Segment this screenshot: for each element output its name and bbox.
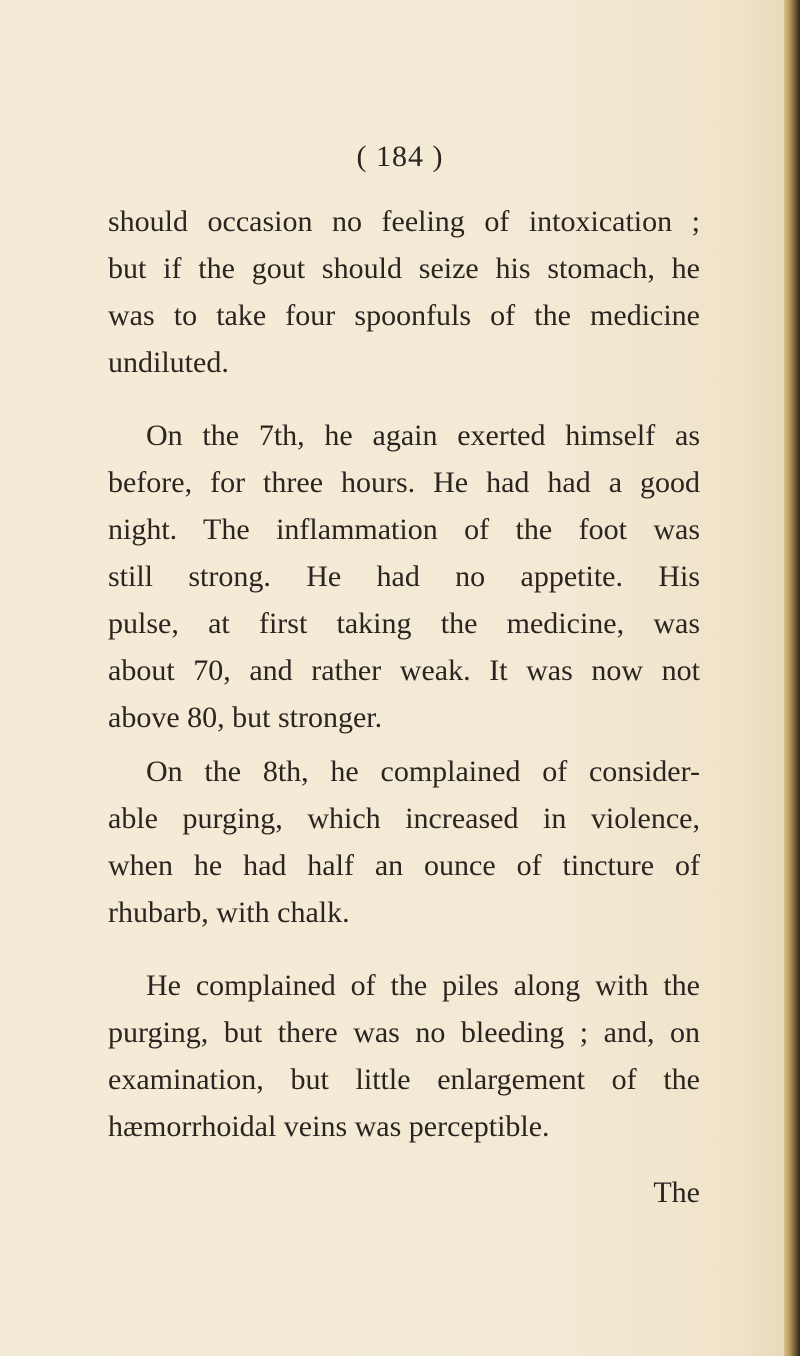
paragraph-line: above 80, but stronger. bbox=[108, 701, 383, 734]
paragraph-line: about 70, and rather weak. It was now not bbox=[108, 654, 700, 687]
paragraph-line: On the 7th, he again exerted himself as bbox=[146, 419, 700, 452]
paragraph-line: rhubarb, with chalk. bbox=[108, 896, 350, 929]
paragraph-line: but if the gout should seize his stomach, he bbox=[108, 252, 700, 285]
paragraph-line: should occasion no feeling of intoxication ; bbox=[108, 205, 700, 238]
paragraph-line: purging, but there was no bleeding ; and, on bbox=[108, 1016, 700, 1049]
paragraph-line: undiluted. bbox=[108, 346, 229, 379]
catchword: The bbox=[653, 1176, 700, 1209]
paragraph-line: examination, but little enlargement of the bbox=[108, 1063, 700, 1096]
paragraph-line: pulse, at first taking the medicine, was bbox=[108, 607, 700, 640]
paragraph-4 bbox=[108, 962, 700, 1150]
paragraph-line: hæmorrhoidal veins was perceptible. bbox=[108, 1110, 550, 1143]
paragraph-line: was to take four spoonfuls of the medicine bbox=[108, 299, 700, 332]
paragraph-line: able purging, which increased in violence, bbox=[108, 802, 700, 835]
paragraph-line: when he had half an ounce of tincture of bbox=[108, 849, 700, 882]
paragraph-3 bbox=[108, 748, 700, 936]
paragraph-line: before, for three hours. He had had a good bbox=[108, 466, 700, 499]
paragraph-line: He complained of the piles along with the bbox=[146, 969, 700, 1002]
paragraph-2 bbox=[108, 412, 700, 741]
page-number: ( 184 ) bbox=[356, 140, 444, 173]
paragraph-line: still strong. He had no appetite. His bbox=[108, 560, 700, 593]
page-edge-binding bbox=[784, 0, 800, 1356]
paragraph-line: night. The inflammation of the foot was bbox=[108, 513, 700, 546]
paragraph-line: On the 8th, he complained of consider- bbox=[146, 755, 700, 788]
paragraph-1 bbox=[108, 198, 700, 386]
